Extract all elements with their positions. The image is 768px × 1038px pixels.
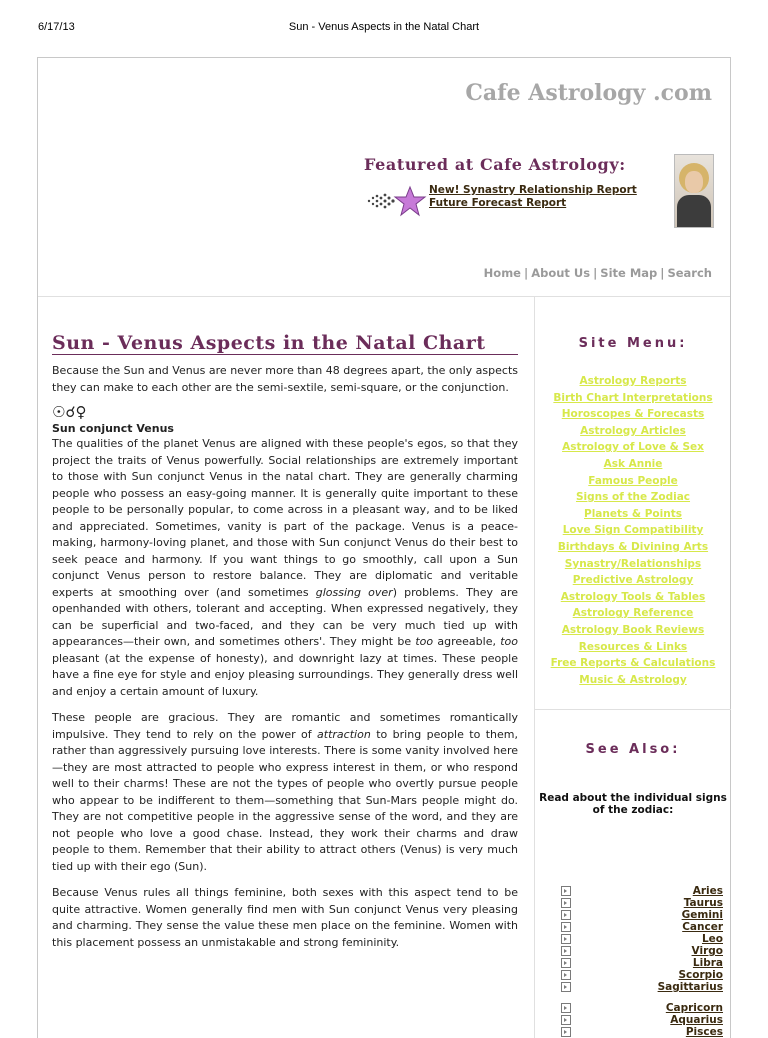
print-header [0, 0, 768, 40]
zodiac-sign-link[interactable]: Aries [692, 885, 723, 897]
zodiac-sign-item [561, 969, 723, 981]
zodiac-sign-item [561, 909, 723, 921]
menu-link[interactable]: Planets & Points [584, 507, 682, 520]
featured-title: Featured at Cafe Astrology: [364, 155, 626, 174]
print-title: Sun - Venus Aspects in the Natal Chart [288, 21, 480, 33]
menu-link[interactable]: Signs of the Zodiac [575, 491, 691, 504]
synastry-report-link[interactable]: New! Synastry Relationship Report [429, 184, 637, 196]
zodiac-sign-link[interactable]: Aquarius [670, 1014, 723, 1026]
arrow-bullet-icon [561, 958, 571, 968]
menu-link[interactable]: Astrology Reports [579, 375, 687, 387]
zodiac-sign-item [561, 1002, 723, 1014]
nav-site-map[interactable]: Site Map [600, 266, 658, 280]
article [52, 334, 518, 951]
author-photo [674, 154, 714, 228]
page-title: Sun - Venus Aspects in the Natal Chart [52, 334, 518, 355]
arrow-bullet-icon [561, 1003, 571, 1013]
star-icon [365, 185, 429, 217]
featured-links [429, 184, 637, 210]
arrow-bullet-icon [561, 886, 571, 896]
zodiac-sign-item [561, 933, 723, 945]
zodiac-sign-link[interactable]: Sagittarius [657, 981, 723, 993]
menu-link[interactable]: Astrology Book Reviews [561, 623, 705, 636]
menu-link[interactable]: Famous People [588, 474, 678, 487]
arrow-bullet-icon [561, 934, 571, 944]
menu-link[interactable]: Horoscopes & Forecasts [561, 408, 705, 421]
arrow-bullet-icon [561, 970, 571, 980]
menu-link[interactable]: Birth Chart Interpretations [553, 391, 713, 404]
site-logo[interactable]: Cafe Astrology .com [465, 80, 712, 106]
menu-link[interactable]: Music & Astrology [579, 673, 687, 686]
paragraph-3: Because Venus rules all things feminine, both sexes with this aspect tend to be quite attractive. Women generally find men with Sun conjunct Venus very pleasing and charming. They sense the value these men place on the feminine. Women with this placement possess an unmistakable and strong femininity. [52, 886, 518, 949]
zodiac-signs-list-2 [561, 1002, 723, 1038]
sidebar [534, 296, 731, 1038]
site-menu [535, 373, 731, 688]
zodiac-sign-item [561, 945, 723, 957]
menu-link[interactable]: Predictive Astrology [572, 574, 694, 587]
zodiac-sign-link[interactable]: Scorpio [678, 969, 723, 981]
zodiac-sign-item [561, 957, 723, 969]
top-navigation: Home | About Us | Site Map | Search [483, 266, 712, 280]
arrow-bullet-icon [561, 982, 571, 992]
zodiac-sign-link[interactable]: Cancer [682, 921, 723, 933]
zodiac-sign-link[interactable]: Capricorn [665, 1002, 723, 1014]
zodiac-sign-link[interactable]: Leo [701, 933, 723, 945]
zodiac-sign-item [561, 981, 723, 993]
sidebar-divider [535, 709, 731, 710]
signs-intro: Read about the individual signs of the zodiac: [539, 792, 727, 816]
arrow-bullet-icon [561, 946, 571, 956]
zodiac-signs-list [561, 885, 723, 993]
zodiac-sign-item [561, 1026, 723, 1038]
zodiac-sign-link[interactable]: Virgo [691, 945, 723, 957]
zodiac-sign-link[interactable]: Pisces [685, 1026, 723, 1038]
arrow-bullet-icon [561, 898, 571, 908]
menu-link[interactable]: Resources & Links [578, 640, 688, 653]
menu-link[interactable]: Astrology Tools & Tables [560, 590, 706, 603]
menu-link[interactable]: Synastry/Relationships [564, 557, 702, 570]
nav-about-us[interactable]: About Us [531, 266, 591, 280]
arrow-bullet-icon [561, 922, 571, 932]
zodiac-sign-item [561, 1014, 723, 1026]
aspect-symbols: ☉☌♀ [52, 403, 87, 421]
arrow-bullet-icon [561, 910, 571, 920]
paragraph-2: These people are gracious. They are romantic and sometimes romantically impulsive. They tend to rely on the power of attraction to bring people to them, rather than aggressively pursuing love interests. There is some vanity involved here—they are most attracted to people who express interest in them, or who respond well to their charms! These are not the types of people who overtly pursue people who appear to be indifferent to them—something that Sun-Mars people might do. They are not competitive people in the aggressive sense of the word, and they are not people who love a good chase. Instead, they work their charms and draw people to them. Remember that their ability to attract others (Venus) is very much tied up with their ego (Sun). [52, 711, 518, 873]
nav-search[interactable]: Search [667, 266, 712, 280]
menu-link[interactable]: Birthdays & Divining Arts [557, 540, 709, 553]
menu-link[interactable]: Astrology Reference [572, 607, 694, 620]
forecast-report-link[interactable]: Future Forecast Report [429, 197, 567, 209]
zodiac-sign-link[interactable]: Libra [692, 957, 723, 969]
menu-link[interactable]: Love Sign Compatibility [562, 524, 704, 537]
site-menu-title: Site Menu: [578, 336, 688, 351]
intro-paragraph: Because the Sun and Venus are never more than 48 degrees apart, the only aspects they can make to each other are the semi-sextile, semi-square, or the conjunction. [52, 364, 518, 394]
zodiac-sign-link[interactable]: Taurus [683, 897, 723, 909]
menu-link[interactable]: Astrology Articles [580, 424, 686, 437]
arrow-bullet-icon [561, 1027, 571, 1037]
zodiac-sign-link[interactable]: Gemini [681, 909, 723, 921]
menu-link[interactable]: Astrology of Love & Sex [562, 441, 704, 454]
page-frame [37, 57, 731, 1038]
menu-link[interactable]: Free Reports & Calculations [550, 657, 716, 670]
zodiac-sign-item [561, 921, 723, 933]
print-date: 6/17/13 [38, 21, 75, 33]
paragraph-1: The qualities of the planet Venus are aligned with these people's egos, so that they project the traits of Venus powerfully. Social relationships are extremely important to those with Sun conjunct Venus in the natal chart. They are generally charming people who possess an easy-going manner. It is generally quite important to these people to be personally popular, to come across in a pleasant way, and to be liked and appreciated. Sometimes, vanity is part of the package. Venus is a peace-making, harmony-loving planet, and those with Sun conjunct Venus do their best to seek peace and harmony. If you want things to go smoothly, call upon a Sun conjunct Venus person to restore balance. They are diplomatic and veritable experts at smoothing over (and sometimes glossing over) problems. They are openhanded with others, tolerant and accepting. When expressed negatively, they can be superficial and two-faced, and they can be very much tied up with appearances—their own, and sometimes others'. They might be too agreeable, too pleasant (at the expense of honesty), and downright lazy at times. These people have a fine eye for style and enjoy pleasing surroundings. They generally dress well and enjoy a certain amount of luxury. [52, 437, 519, 698]
zodiac-sign-item [561, 897, 723, 909]
see-also-title: See Also: [585, 742, 681, 757]
section-heading: Sun conjunct Venus [52, 422, 174, 435]
zodiac-sign-item [561, 885, 723, 897]
menu-link[interactable]: Ask Annie [603, 457, 663, 470]
nav-home[interactable]: Home [483, 266, 521, 280]
